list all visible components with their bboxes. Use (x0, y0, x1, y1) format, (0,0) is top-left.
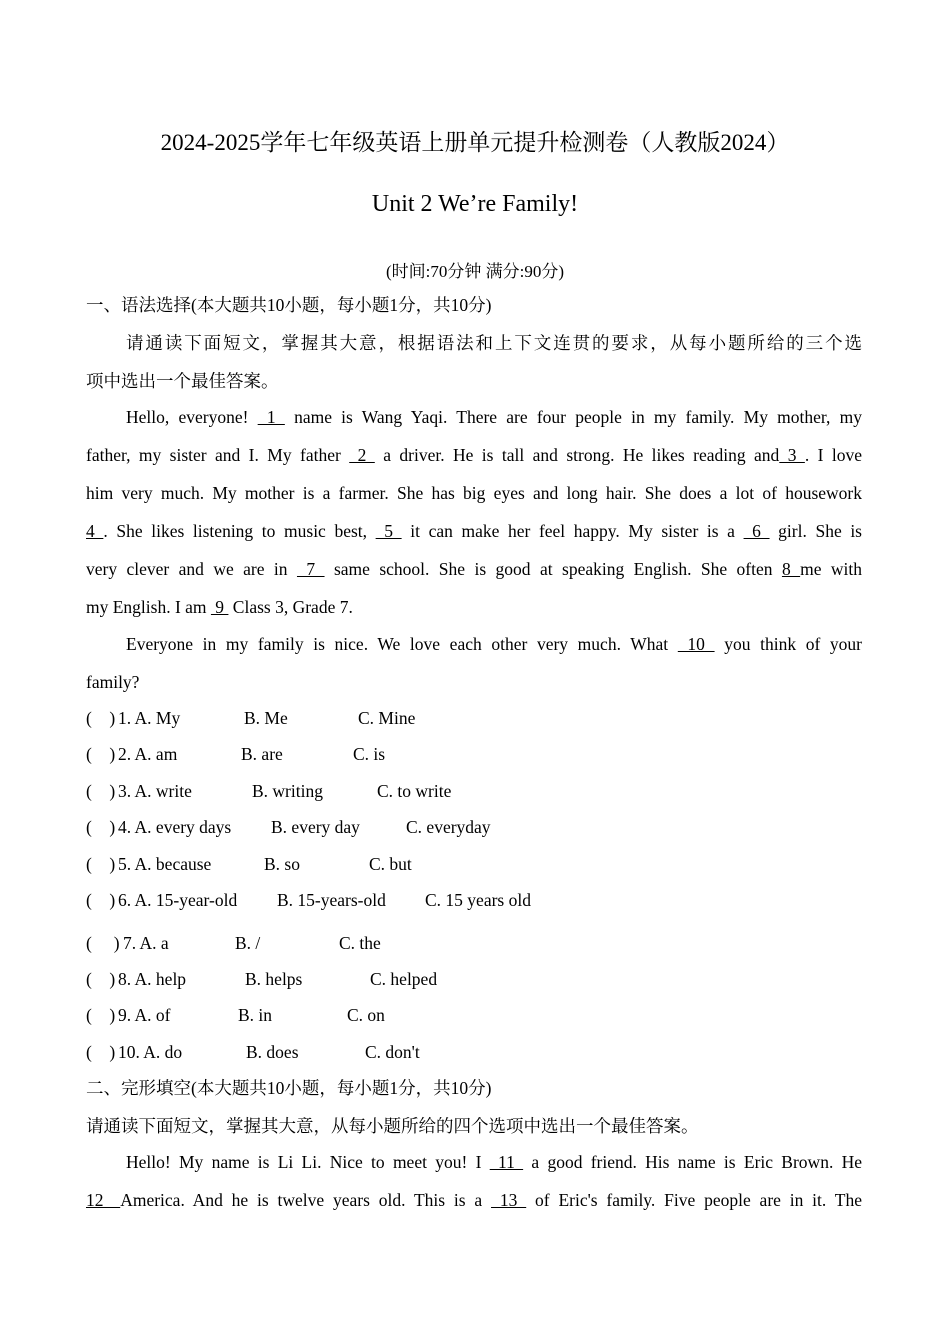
answer-paren[interactable]: ( ) (86, 744, 116, 764)
blank-4: 4 (86, 521, 104, 541)
passage1-line8: family? (86, 672, 140, 692)
answer-paren[interactable]: ( ) (86, 1005, 116, 1025)
option-a: 5. A. because (118, 854, 212, 874)
blank-7: 7 (296, 559, 325, 579)
section2-instruction: 请通读下面短文，掌握其大意，从每小题所给的四个选项中选出一个最佳答案。 (86, 1116, 699, 1136)
section1-heading: 一、语法选择(本大题共10小题，每小题1分，共10分) (86, 295, 492, 315)
blank-12: 12 (86, 1190, 121, 1210)
answer-paren[interactable]: ( ) (86, 817, 116, 837)
passage-text: of Eric's family. Five people are in it. The (526, 1190, 862, 1210)
passage-text: Class 3, Grade 7. (228, 597, 353, 617)
option-b: B. 15-years-old (277, 890, 386, 910)
blank-2: 2 (349, 445, 375, 465)
section2-heading: 二、完形填空(本大题共10小题，每小题1分，共10分) (86, 1078, 492, 1098)
option-a: 4. A. every days (118, 817, 232, 837)
option-c: C. on (347, 1005, 385, 1025)
exam-title: 2024-2025学年七年级英语上册单元提升检测卷（人教版2024） (160, 130, 790, 155)
passage-text: . She likes listening to music best, (103, 521, 376, 541)
option-b: B. Me (244, 708, 288, 728)
answer-paren[interactable]: ( ) (86, 969, 116, 989)
option-b: B. every day (271, 817, 360, 837)
option-c: C. is (353, 744, 386, 764)
option-c: C. the (339, 933, 381, 953)
blank-13: 13 (491, 1190, 527, 1210)
blank-1: 1 (257, 407, 285, 427)
option-a: 9. A. of (118, 1005, 171, 1025)
passage2-line2 (86, 1188, 862, 1212)
passage1-line1 (126, 405, 862, 429)
section1-instruction-line1: 请通读下面短文，掌握其大意，根据语法和上下文连贯的要求，从每小题所给的三个选 (126, 333, 862, 353)
passage-text: same school. She is good at speaking English. She often (324, 559, 782, 579)
passage1-line7 (126, 632, 862, 656)
answer-paren[interactable]: ( ) (86, 933, 120, 953)
passage1-line3: him very much. My mother is a farmer. She has big eyes and long hair. She does a lot of housework (86, 483, 862, 503)
blank-5: 5 (375, 521, 402, 541)
option-c: C. to write (377, 781, 452, 801)
option-b: B. writing (252, 781, 323, 801)
passage-text: it can make her feel happy. My sister is a (401, 521, 744, 541)
option-a: 10. A. do (118, 1042, 183, 1062)
answer-paren[interactable]: ( ) (86, 1042, 116, 1062)
option-b: B. helps (245, 969, 303, 989)
passage-text: you think of your (714, 634, 862, 654)
passage-text: Everyone in my family is nice. We love each other very much. What (126, 634, 678, 654)
answer-paren[interactable]: ( ) (86, 781, 116, 801)
option-c: C. everyday (406, 817, 491, 837)
option-a: 2. A. am (118, 744, 178, 764)
option-a: 6. A. 15-year-old (118, 890, 238, 910)
passage-text: Hello! My name is Li Li. Nice to meet you! I (126, 1152, 490, 1172)
option-b: B. / (235, 933, 261, 953)
passage1-line6 (86, 595, 862, 619)
unit-title: Unit 2 We’re Family! (371, 191, 579, 217)
passage-text: Hello, everyone! (126, 407, 258, 427)
option-c: C. 15 years old (425, 890, 531, 910)
option-a: 3. A. write (118, 781, 192, 801)
blank-6: 6 (743, 521, 770, 541)
passage1-line4 (86, 519, 862, 543)
option-b: B. are (241, 744, 283, 764)
passage-text: name is Wang Yaqi. There are four people in my family. My mother, my (284, 407, 862, 427)
time-score-info: (时间:70分钟 满分:90分) (385, 262, 565, 281)
blank-10: 10 (677, 634, 715, 654)
option-c: C. helped (370, 969, 438, 989)
answer-paren[interactable]: ( ) (86, 708, 116, 728)
passage2-line1 (126, 1150, 862, 1174)
passage-text: very clever and we are in (86, 559, 297, 579)
passage-text: . I love (804, 445, 863, 465)
answer-paren[interactable]: ( ) (86, 854, 116, 874)
option-c: C. don't (365, 1042, 420, 1062)
option-a: 1. A. My (118, 708, 181, 728)
passage-text: America. And he is twelve years old. This is a (120, 1190, 492, 1210)
option-c: C. but (369, 854, 412, 874)
passage-text: a good friend. His name is Eric Brown. He (523, 1152, 863, 1172)
blank-9: 9 (210, 597, 229, 617)
passage-text: me with (800, 559, 863, 579)
blank-8: 8 (781, 559, 801, 579)
option-b: B. so (264, 854, 300, 874)
passage-text: father, my sister and I. My father (86, 445, 350, 465)
passage1-line5 (86, 557, 862, 581)
blank-3: 3 (779, 445, 805, 465)
option-b: B. in (238, 1005, 273, 1025)
option-a: 7. A. a (123, 933, 169, 953)
passage-text: girl. She is (769, 521, 862, 541)
blank-11: 11 (489, 1152, 524, 1172)
option-c: C. Mine (358, 708, 416, 728)
passage1-line2 (86, 443, 862, 467)
answer-paren[interactable]: ( ) (86, 890, 116, 910)
option-b: B. does (246, 1042, 299, 1062)
passage-text: a driver. He is tall and strong. He likes reading and (374, 445, 780, 465)
option-a: 8. A. help (118, 969, 187, 989)
section1-instruction-line2: 项中选出一个最佳答案。 (86, 371, 279, 391)
passage-text: my English. I am (86, 597, 211, 617)
